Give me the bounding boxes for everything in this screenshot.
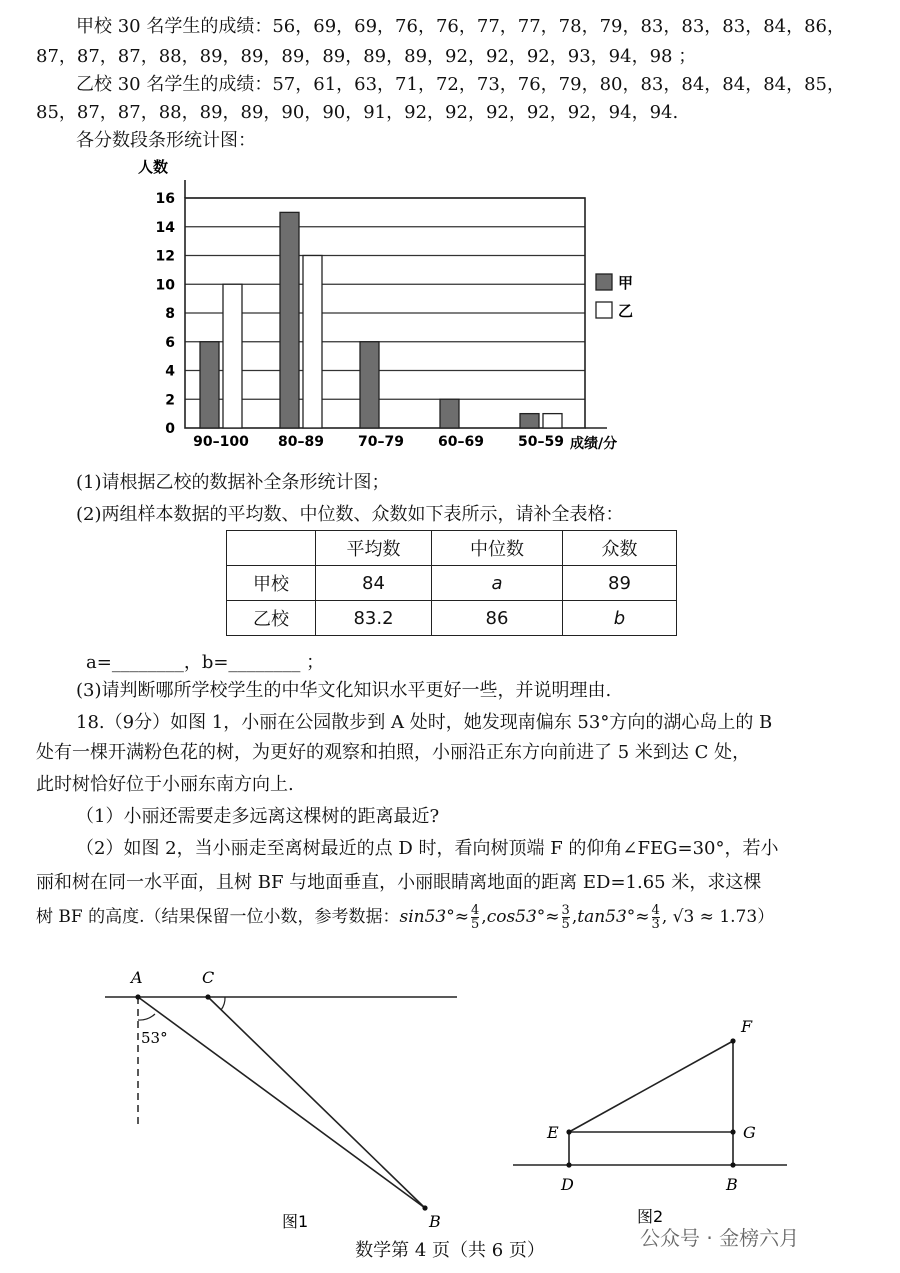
y-tick-label: 10 xyxy=(155,277,175,294)
label-F: F xyxy=(741,1017,753,1036)
watermark: 公众号 · 金榜六月 xyxy=(640,1226,800,1250)
problem-18-sub1: （1）小丽还需要走多远离这棵树的距离最近? xyxy=(76,806,440,827)
problem-18-line1: 18.（9分）如图 1，小丽在公园散步到 A 处时，她发现南偏东 53°方向的湖心岛上的 B xyxy=(76,712,773,733)
y-tick-label: 2 xyxy=(165,392,175,409)
label-G: G xyxy=(743,1123,756,1142)
table-row xyxy=(227,601,677,636)
x-tick-label: 70–79 xyxy=(358,434,404,450)
table-cell: a xyxy=(432,566,563,601)
x-tick-label: 60–69 xyxy=(438,434,484,450)
table-header-cell xyxy=(227,531,316,566)
figure-2 xyxy=(505,1010,795,1230)
bar-chart xyxy=(120,150,680,460)
stats-table xyxy=(226,530,677,636)
table-cell: 84 xyxy=(316,566,432,601)
table-cell: 86 xyxy=(432,601,563,636)
question-2: (2)两组样本数据的平均数、中位数、众数如下表所示，请补全表格： xyxy=(76,504,624,525)
bar-yi xyxy=(223,284,242,428)
page-footer: 数学第 4 页（共 6 页） xyxy=(355,1240,545,1261)
angle-arc-A xyxy=(138,1014,155,1020)
table-header-cell: 平均数 xyxy=(316,531,432,566)
label-B: B xyxy=(429,1212,441,1230)
problem-18-sub2-line2: 丽和树在同一水平面，且树 BF 与地面垂直，小丽眼睛离地面的距离 ED=1.65 米，求这棵 xyxy=(36,872,762,893)
y-axis-label: 人数 xyxy=(138,158,169,176)
y-tick-labels xyxy=(156,191,176,437)
y-tick-label: 8 xyxy=(165,306,175,322)
legend-label: 甲 xyxy=(618,274,634,292)
legend-swatch xyxy=(596,302,612,318)
label-C: C xyxy=(202,968,215,987)
point-D xyxy=(566,1162,571,1167)
reference-intro: 树 BF 的高度.（结果保留一位小数，参考数据： xyxy=(36,907,400,927)
segment-EF xyxy=(569,1041,733,1132)
point-G xyxy=(730,1129,735,1134)
point-C xyxy=(205,994,210,999)
chart-caption: 各分数段条形统计图： xyxy=(76,130,256,151)
tan-fraction: $\frac{4}{3}$ xyxy=(651,903,660,932)
y-tick-label: 6 xyxy=(165,334,175,351)
sin-fraction: $\frac{4}{5}$ xyxy=(471,903,480,932)
cos-label: cos53°≈ xyxy=(486,907,560,927)
table-cell: 乙校 xyxy=(227,601,316,636)
bar-jia xyxy=(520,414,539,428)
angle-arc-C xyxy=(221,997,225,1010)
label-E: E xyxy=(547,1123,559,1142)
point-F xyxy=(730,1038,735,1043)
legend-swatch xyxy=(596,274,612,290)
label-B: B xyxy=(726,1175,738,1194)
table-header-cell: 众数 xyxy=(563,531,677,566)
tan-label: tan53°≈ xyxy=(577,907,650,927)
cos-fraction: $\frac{3}{5}$ xyxy=(561,903,570,932)
problem-18-sub2: （2）如图 2，当小丽走至离树最近的点 D 时，看向树顶端 F 的仰角∠FEG=30°，若小 xyxy=(76,838,779,859)
problem-18-sub2-line3: 树 BF 的高度.（结果保留一位小数，参考数据：sin53°≈ $\frac{4}{5}$ ,cos53°≈ $\frac{3}{5}$ ,tan53°≈ $\frac{4}{3}$ , √3 ≈ 1.73） xyxy=(36,903,775,932)
jia-scores-line1: 甲校 30 名学生的成绩：56，69，69，76，76，77，77，78，79，83，83，83，84，86， xyxy=(76,16,846,37)
sqrt3-value: √3 ≈ 1.73 xyxy=(672,907,758,927)
bar-jia xyxy=(440,399,459,428)
figure-2-caption: 图2 xyxy=(637,1207,664,1226)
point-B xyxy=(422,1205,427,1210)
bar-yi xyxy=(543,414,562,428)
x-tick-label: 50–59 xyxy=(518,434,564,450)
x-tick-labels xyxy=(193,434,564,450)
table-row xyxy=(227,566,677,601)
chart-bars xyxy=(200,212,562,428)
segment-CB xyxy=(208,997,425,1208)
table-cell: b xyxy=(563,601,677,636)
bar-yi xyxy=(303,256,322,429)
table-cell: 89 xyxy=(563,566,677,601)
problem-18-line2: 处有一棵开满粉色花的树，为更好的观察和拍照，小丽沿正东方向前进了 5 米到达 C 处， xyxy=(36,742,751,763)
question-3: (3)请判断哪所学校学生的中华文化知识水平更好一些，并说明理由. xyxy=(76,680,612,701)
y-tick-label: 14 xyxy=(155,219,175,236)
legend-label: 乙 xyxy=(618,302,634,320)
bar-jia xyxy=(360,342,379,428)
chart-grid xyxy=(185,180,607,428)
table-cell: 83.2 xyxy=(316,601,432,636)
figure-1-caption: 图1 xyxy=(282,1212,309,1230)
x-tick-label: 90–100 xyxy=(193,434,249,450)
y-tick-label: 12 xyxy=(155,248,175,265)
jia-scores-line2: 87，87，87，88，89，89，89，89，89，89，92，92，92，93，94，98 ； xyxy=(36,46,697,67)
point-B2 xyxy=(730,1162,735,1167)
bar-jia xyxy=(200,342,219,428)
angle-label: 53° xyxy=(141,1029,168,1047)
label-D: D xyxy=(561,1175,574,1194)
yi-scores-line2: 85，87，87，88，89，89，90，90，91，92，92，92，92，92，94，94. xyxy=(36,102,679,123)
chart-legend xyxy=(596,274,633,320)
y-tick-label: 0 xyxy=(165,421,175,437)
table-row xyxy=(227,531,677,566)
table-header-cell: 中位数 xyxy=(432,531,563,566)
y-tick-label: 4 xyxy=(165,363,175,380)
problem-18-line3: 此时树恰好位于小丽东南方向上. xyxy=(36,774,294,795)
sin-label: sin53°≈ xyxy=(399,907,469,927)
table-cell: 甲校 xyxy=(227,566,316,601)
question-1: (1)请根据乙校的数据补全条形统计图； xyxy=(76,472,390,493)
point-E xyxy=(566,1129,571,1134)
y-tick-label: 16 xyxy=(155,191,175,207)
answer-blanks: a=________，b=________ ； xyxy=(86,652,325,673)
yi-scores-line1: 乙校 30 名学生的成绩：57，61，63，71，72，73，76，79，80，83，84，84，84，85， xyxy=(76,74,846,95)
x-axis-label: 成绩/分 xyxy=(570,436,618,452)
point-A xyxy=(135,994,140,999)
figure-1 xyxy=(95,965,475,1230)
x-tick-label: 80–89 xyxy=(278,434,324,450)
bar-jia xyxy=(280,212,299,428)
label-A: A xyxy=(131,968,143,987)
segment-AB xyxy=(138,997,425,1208)
